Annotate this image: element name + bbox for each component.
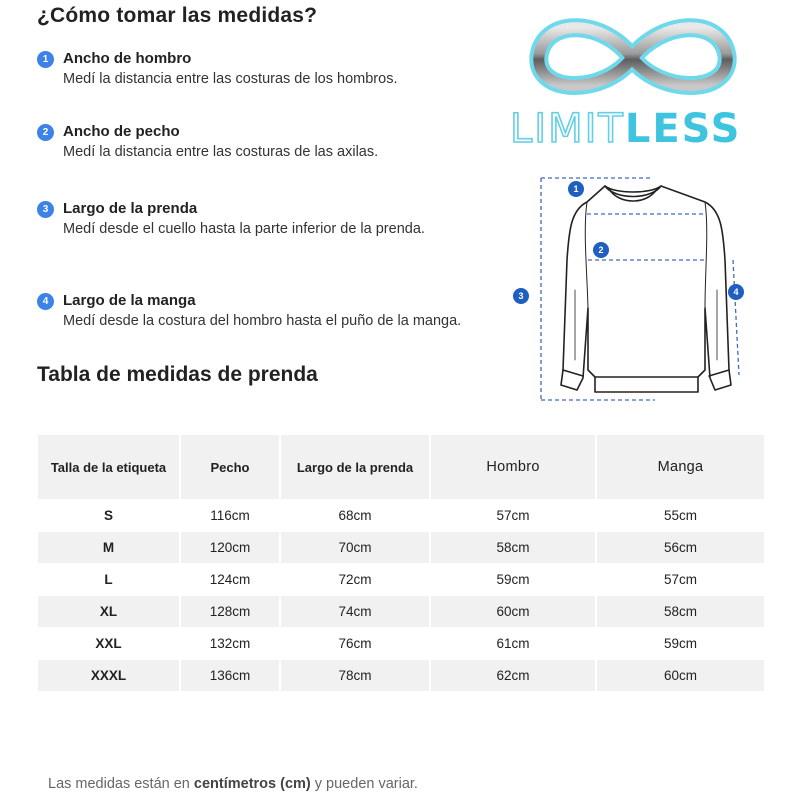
header-chest: Pecho: [180, 435, 280, 500]
step-label: Largo de la manga: [63, 292, 196, 309]
cell-sleeve: 55cm: [596, 500, 764, 532]
cell-chest: 128cm: [180, 596, 280, 628]
cell-sleeve: 56cm: [596, 532, 764, 564]
sweatshirt-icon: [505, 170, 760, 405]
step-description: Medí la distancia entre las costuras de los hombros.: [63, 71, 398, 87]
marker-4-label: 4: [733, 287, 739, 297]
brand-wordmark: [510, 106, 741, 152]
cell-chest: 120cm: [180, 532, 280, 564]
header-size: Talla de la etiqueta: [38, 435, 180, 500]
cell-size: L: [38, 564, 180, 596]
step-description: Medí la distancia entre las costuras de las axilas.: [63, 144, 379, 160]
footnote-post: y pueden variar.: [310, 776, 418, 792]
table-row: [38, 628, 764, 660]
step-number-badge: 2: [37, 124, 54, 141]
step-label: Ancho de pecho: [63, 123, 180, 140]
cell-length: 70cm: [280, 532, 430, 564]
infinity-logo-icon: [525, 12, 740, 104]
cell-sleeve: 60cm: [596, 660, 764, 692]
cell-size: XXXL: [38, 660, 180, 692]
measurement-footnote: [48, 776, 418, 792]
step-number-badge: 1: [37, 51, 54, 68]
cell-shoulder: 57cm: [430, 500, 596, 532]
table-row: [38, 596, 764, 628]
step-description: Medí desde el cuello hasta la parte inferior de la prenda.: [63, 221, 425, 237]
cell-size: XXL: [38, 628, 180, 660]
cell-length: 72cm: [280, 564, 430, 596]
marker-2-label: 2: [598, 245, 604, 255]
marker-3-label: 3: [518, 291, 524, 301]
brand-wordmark-bold: LESS: [624, 106, 742, 152]
cell-size: M: [38, 532, 180, 564]
step-label: Ancho de hombro: [63, 50, 192, 67]
cell-size: XL: [38, 596, 180, 628]
cell-length: 68cm: [280, 500, 430, 532]
table-row: [38, 564, 764, 596]
cell-length: 74cm: [280, 596, 430, 628]
header-length: Largo de la prenda: [280, 435, 430, 500]
cell-shoulder: 61cm: [430, 628, 596, 660]
cell-size: S: [38, 500, 180, 532]
cell-shoulder: 58cm: [430, 532, 596, 564]
step-number-badge: 4: [37, 293, 54, 310]
table-header-row: [38, 435, 764, 500]
table-row: [38, 532, 764, 564]
cell-shoulder: 62cm: [430, 660, 596, 692]
header-shoulder: Hombro: [430, 435, 596, 500]
table-row: [38, 500, 764, 532]
page-title: ¿Cómo tomar las medidas?: [37, 4, 318, 27]
footnote-unit: centímetros (cm): [193, 776, 311, 792]
cell-sleeve: 58cm: [596, 596, 764, 628]
cell-sleeve: 59cm: [596, 628, 764, 660]
brand-wordmark-thin: LIMIT: [510, 106, 625, 152]
step-number-badge: 3: [37, 201, 54, 218]
cell-chest: 124cm: [180, 564, 280, 596]
marker-1-label: 1: [573, 184, 579, 194]
cell-length: 78cm: [280, 660, 430, 692]
cell-sleeve: 57cm: [596, 564, 764, 596]
cell-shoulder: 60cm: [430, 596, 596, 628]
cell-shoulder: 59cm: [430, 564, 596, 596]
size-table: [38, 435, 764, 691]
step-label: Largo de la prenda: [63, 200, 198, 217]
table-title: Tabla de medidas de prenda: [37, 363, 318, 386]
header-sleeve: Manga: [596, 435, 764, 500]
step-description: Medí desde la costura del hombro hasta el puño de la manga.: [63, 313, 462, 329]
cell-length: 76cm: [280, 628, 430, 660]
table-row: [38, 660, 764, 692]
footnote-pre: Las medidas están en: [48, 776, 194, 792]
cell-chest: 116cm: [180, 500, 280, 532]
cell-chest: 136cm: [180, 660, 280, 692]
cell-chest: 132cm: [180, 628, 280, 660]
